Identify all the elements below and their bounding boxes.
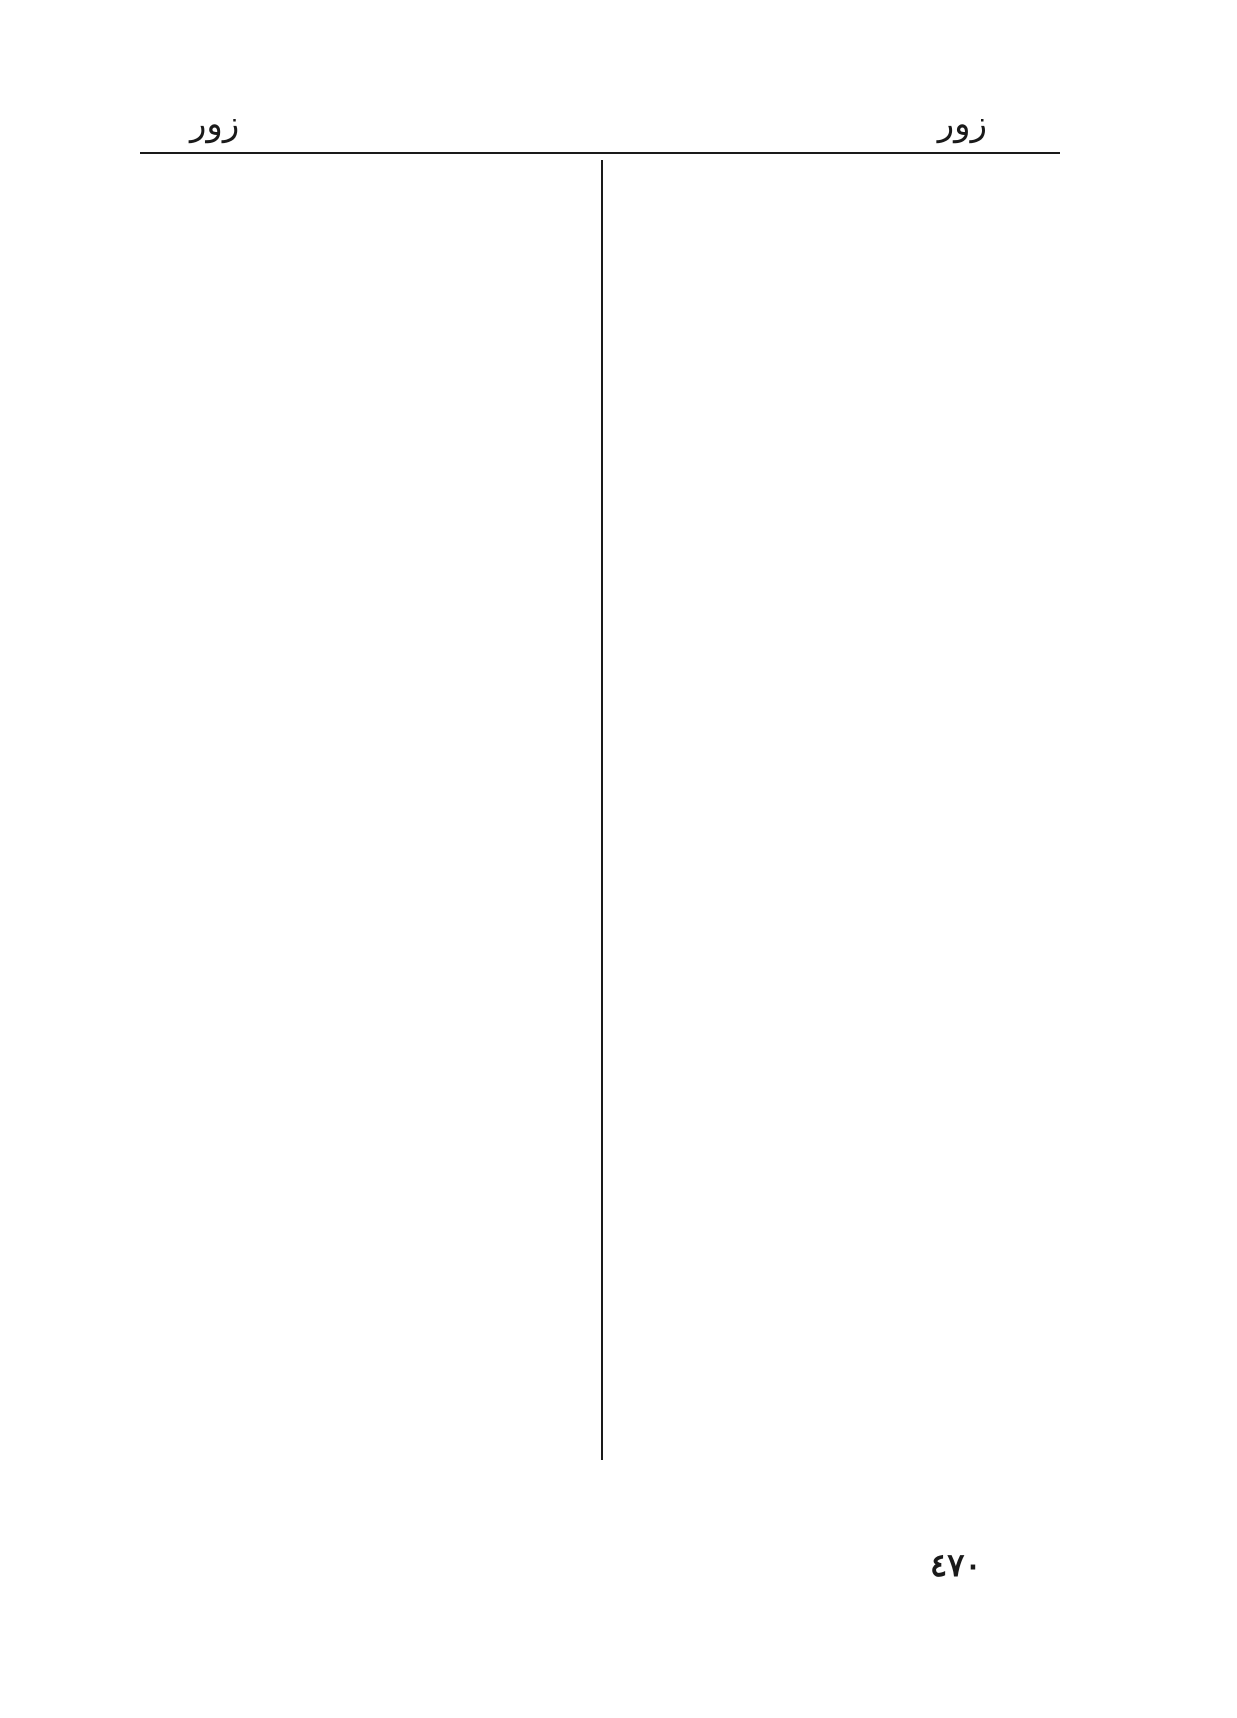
- text-column-right: [635, 175, 1060, 1455]
- header-rule: [140, 152, 1060, 154]
- column-divider: [601, 160, 603, 1460]
- running-header-left: زور: [190, 104, 240, 144]
- running-header-right: زور: [937, 104, 987, 144]
- text-column-left: [140, 175, 580, 1455]
- page-number: ٤٧٠: [930, 1546, 982, 1584]
